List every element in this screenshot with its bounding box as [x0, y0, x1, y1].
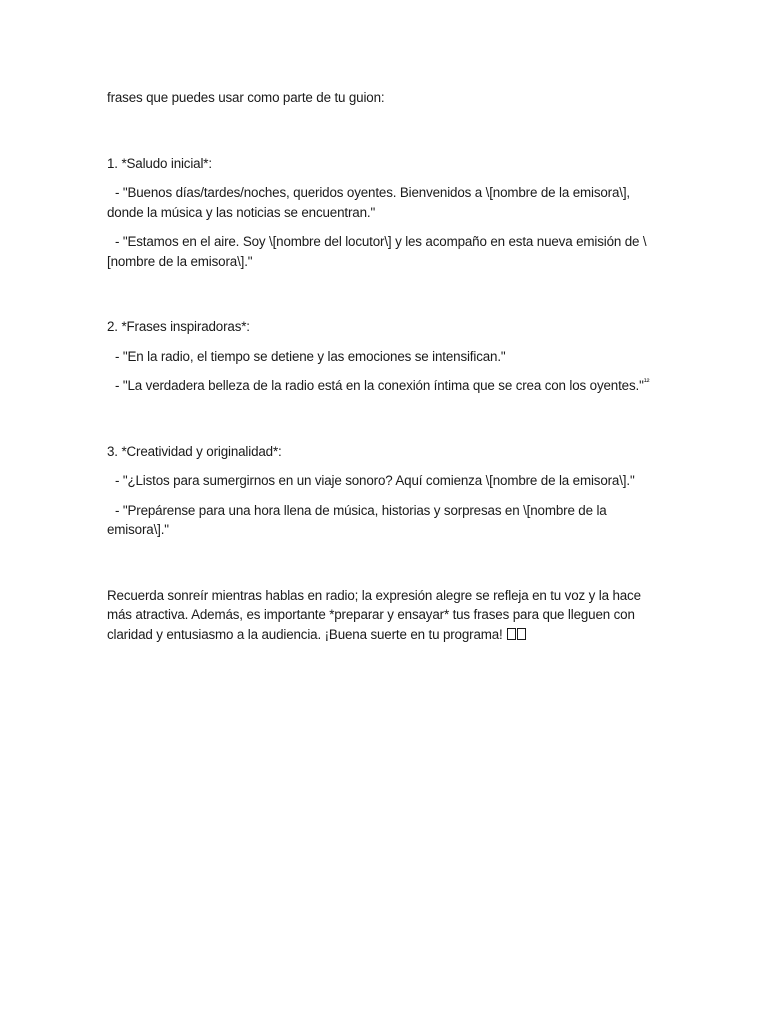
footnote-marker: ¹²	[643, 376, 650, 387]
closing-text: Recuerda sonreír mientras hablas en radio; la expresión alegre se refleja en tu voz y la hace más atractiva. Además, es importante *preparar y ensayar* tus frases para que lleguen con claridad y entusiasmo a la audiencia. ¡Buena suerte en tu programa!	[107, 587, 641, 642]
section-saludo-inicial	[107, 154, 667, 272]
phrase-text: - "Buenos días/tardes/noches, queridos oyentes. Bienvenidos a \[nombre de la emisora\], donde la música y las noticias se encuentran."	[107, 185, 630, 220]
intro-text: frases que puedes usar como parte de tu guion:	[107, 90, 385, 105]
section-frases-inspiradoras	[107, 317, 667, 396]
list-item	[107, 501, 667, 540]
list-item	[107, 183, 667, 222]
phrase-text: - "La verdadera belleza de la radio está en la conexión íntima que se crea con los oyentes."	[115, 378, 644, 393]
phrase-text: - "¿Listos para sumergirnos en un viaje sonoro? Aquí comienza \[nombre de la emisora\]."	[115, 473, 635, 488]
document-page	[107, 88, 667, 644]
section-creatividad	[107, 442, 667, 540]
list-item	[107, 347, 667, 367]
list-item	[107, 376, 667, 396]
section-title: 1. *Saludo inicial*:	[107, 155, 212, 171]
phrase-text: - "En la radio, el tiempo se detiene y las emociones se intensifican."	[115, 348, 506, 364]
list-item	[107, 471, 667, 491]
section-title: 3. *Creatividad y originalidad*:	[107, 443, 282, 459]
missing-glyph-icon	[517, 628, 526, 640]
closing-paragraph	[107, 586, 667, 645]
phrase-text: - "Estamos en el aire. Soy \[nombre del locutor\] y les acompaño en esta nueva emisión de \[nombre de la emisora\]."	[107, 234, 647, 269]
list-item	[107, 232, 667, 271]
phrase-text: - "Prepárense para una hora llena de música, historias y sorpresas en \[nombre de la emisora\]."	[107, 502, 607, 537]
section-title: 2. *Frases inspiradoras*:	[107, 319, 250, 334]
missing-glyph-icon	[507, 628, 516, 640]
